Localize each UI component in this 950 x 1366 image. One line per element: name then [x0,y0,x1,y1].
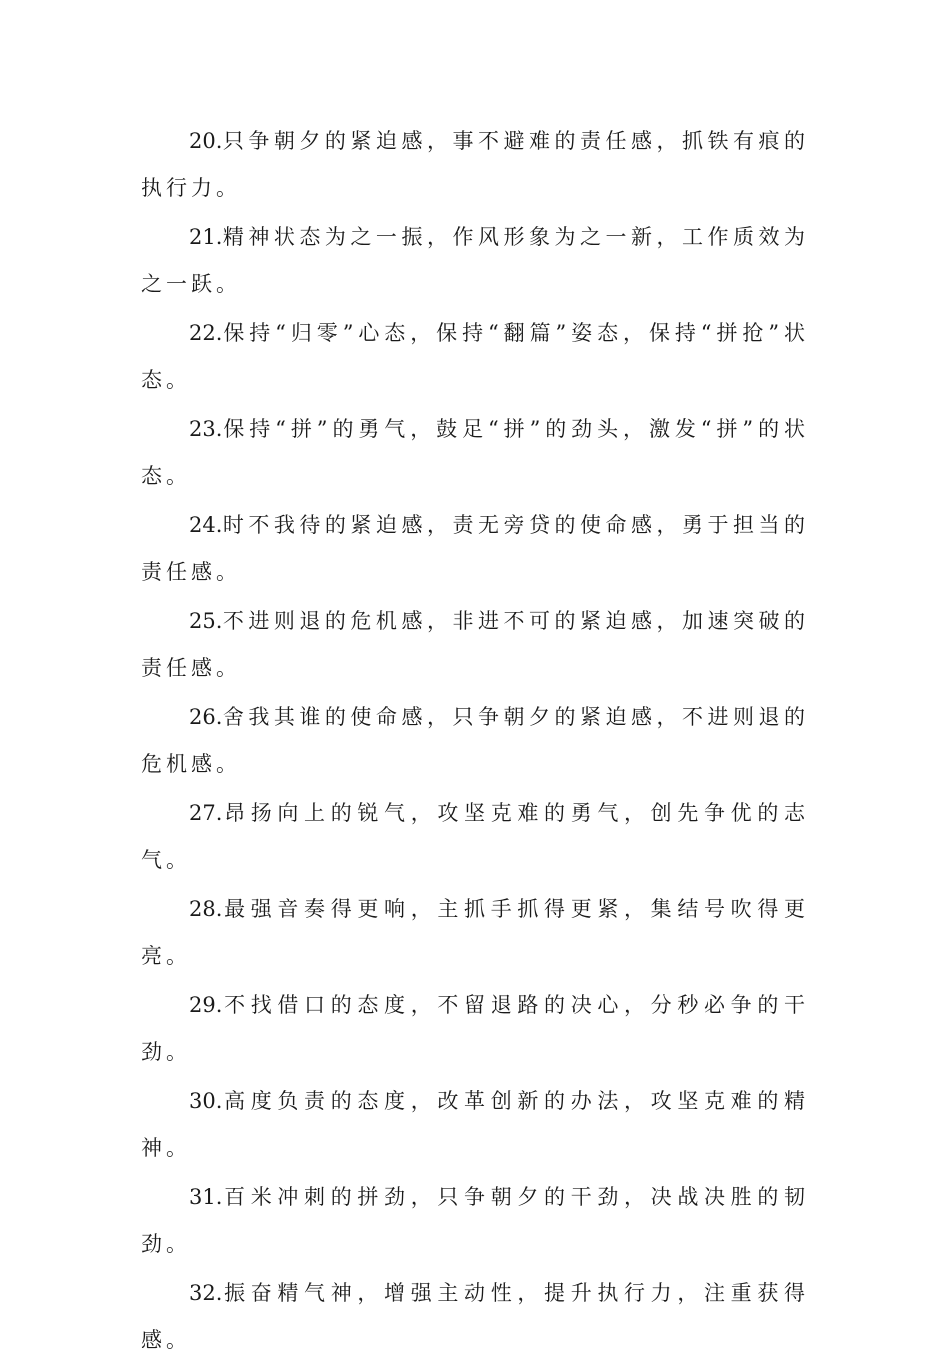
item-number: 30. [189,1089,223,1113]
item-number: 32. [189,1281,223,1305]
list-item [141,886,809,980]
item-number: 23. [189,417,223,441]
item-number: 31. [189,1185,223,1209]
item-text: 不进则退的危机感，非进不可的紧迫感，加速突破的责任感。 [141,609,809,680]
item-text: 高度负责的态度，改革创新的办法，攻坚克难的精神。 [141,1089,809,1160]
item-text: 时不我待的紧迫感，责无旁贷的使命感，勇于担当的责任感。 [141,513,809,584]
item-text: 只争朝夕的紧迫感，事不避难的责任感，抓铁有痕的执行力。 [141,129,809,200]
item-number: 29. [189,993,223,1017]
item-text: 保持“拼”的勇气，鼓足“拼”的劲头，激发“拼”的状态。 [141,417,809,488]
list-item [141,1078,809,1172]
document-page [141,118,809,1366]
list-item [141,1270,809,1364]
list-item [141,406,809,500]
item-text: 最强音奏得更响，主抓手抓得更紧，集结号吹得更亮。 [141,897,809,968]
item-text: 昂扬向上的锐气，攻坚克难的勇气，创先争优的志气。 [141,801,809,872]
item-text: 振奋精气神，增强主动性，提升执行力，注重获得感。 [141,1281,809,1352]
item-text: 舍我其谁的使命感，只争朝夕的紧迫感，不进则退的危机感。 [141,705,809,776]
item-number: 21. [189,225,223,249]
list-item [141,1174,809,1268]
list-item [141,598,809,692]
list-item [141,982,809,1076]
item-text: 不找借口的态度，不留退路的决心，分秒必争的干劲。 [141,993,809,1064]
item-text: 保持“归零”心态，保持“翻篇”姿态，保持“拼抢”状态。 [141,321,809,392]
item-text: 百米冲刺的拼劲，只争朝夕的干劲，决战决胜的韧劲。 [141,1185,809,1256]
item-number: 22. [189,321,223,345]
list-item [141,310,809,404]
list-item [141,694,809,788]
item-number: 28. [189,897,223,921]
item-number: 26. [189,705,223,729]
list-item [141,118,809,212]
list-item [141,502,809,596]
item-number: 24. [189,513,223,537]
item-number: 20. [189,129,223,153]
item-number: 27. [189,801,223,825]
item-number: 25. [189,609,223,633]
item-text: 精神状态为之一振，作风形象为之一新，工作质效为之一跃。 [141,225,809,296]
list-item [141,790,809,884]
list-item [141,214,809,308]
